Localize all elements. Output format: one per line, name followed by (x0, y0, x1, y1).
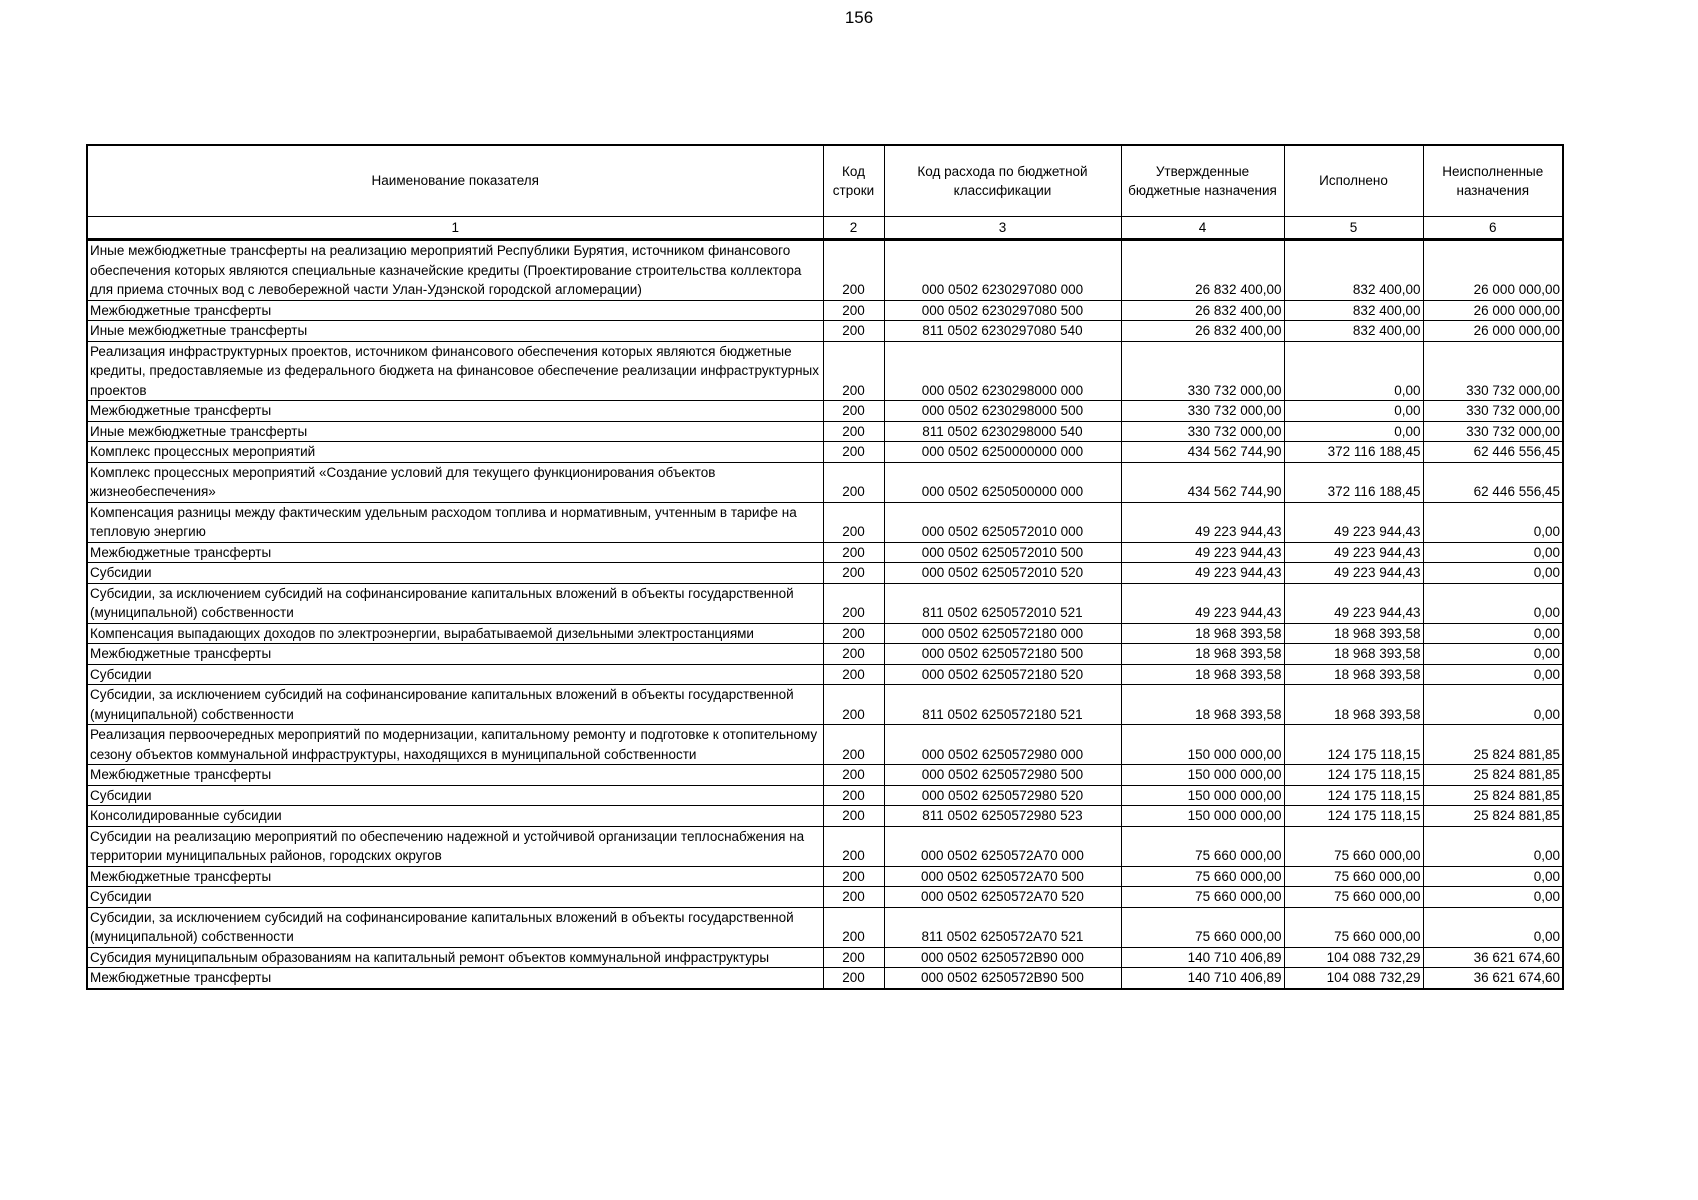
row-executed-cell: 75 660 000,00 (1284, 826, 1423, 866)
table-row (87, 685, 1563, 725)
row-approved-cell: 49 223 944,43 (1121, 542, 1284, 563)
row-classification-cell: 000 0502 6250572980 500 (884, 765, 1121, 786)
row-executed-cell: 49 223 944,43 (1284, 542, 1423, 563)
row-executed-cell: 104 088 732,29 (1284, 947, 1423, 968)
page-number: 156 (844, 8, 874, 27)
row-unexecuted-cell: 0,00 (1423, 685, 1563, 725)
row-line-code-cell: 200 (823, 664, 884, 685)
row-unexecuted-cell: 0,00 (1423, 907, 1563, 947)
header-unexecuted: Неисполненные назначения (1423, 145, 1563, 217)
row-approved-cell: 330 732 000,00 (1121, 341, 1284, 401)
row-unexecuted-cell: 0,00 (1423, 887, 1563, 908)
row-unexecuted-cell: 0,00 (1423, 826, 1563, 866)
row-classification-cell: 811 0502 6230298000 540 (884, 421, 1121, 442)
row-name-cell: Консолидированные субсидии (87, 806, 823, 827)
row-name-cell: Субсидии на реализацию мероприятий по обеспечению надежной и устойчивой организации теплоснабжения на территории муниципальных районов, городских округов (87, 826, 823, 866)
header-row (87, 145, 1563, 217)
row-classification-cell: 000 0502 6250572B90 500 (884, 968, 1121, 989)
column-number: 3 (884, 217, 1121, 240)
row-approved-cell: 75 660 000,00 (1121, 887, 1284, 908)
row-unexecuted-cell: 0,00 (1423, 664, 1563, 685)
row-executed-cell: 75 660 000,00 (1284, 866, 1423, 887)
row-line-code-cell: 200 (823, 725, 884, 765)
row-name-cell: Иные межбюджетные трансферты (87, 421, 823, 442)
row-unexecuted-cell: 36 621 674,60 (1423, 947, 1563, 968)
row-approved-cell: 49 223 944,43 (1121, 502, 1284, 542)
row-name-cell: Субсидии, за исключением субсидий на софинансирование капитальных вложений в объекты государственной (муниципальной) собственности (87, 907, 823, 947)
row-executed-cell: 49 223 944,43 (1284, 583, 1423, 623)
row-executed-cell: 832 400,00 (1284, 240, 1423, 301)
row-name-cell: Реализация инфраструктурных проектов, источником финансового обеспечения которых являются бюджетные кредиты, предоставляемые из федерального бюджета на финансовое обеспечение реализации инфраструктурных проектов (87, 341, 823, 401)
row-approved-cell: 330 732 000,00 (1121, 421, 1284, 442)
table-row (87, 442, 1563, 463)
row-name-cell: Межбюджетные трансферты (87, 765, 823, 786)
row-unexecuted-cell: 0,00 (1423, 542, 1563, 563)
row-name-cell: Межбюджетные трансферты (87, 866, 823, 887)
row-line-code-cell: 200 (823, 785, 884, 806)
table-row (87, 623, 1563, 644)
row-name-cell: Субсидии (87, 563, 823, 584)
row-line-code-cell: 200 (823, 341, 884, 401)
table-row (87, 341, 1563, 401)
row-line-code-cell: 200 (823, 826, 884, 866)
row-approved-cell: 49 223 944,43 (1121, 583, 1284, 623)
row-classification-cell: 811 0502 6250572980 523 (884, 806, 1121, 827)
row-name-cell: Межбюджетные трансферты (87, 401, 823, 422)
row-classification-cell: 000 0502 6250572180 520 (884, 664, 1121, 685)
table-row (87, 765, 1563, 786)
row-executed-cell: 49 223 944,43 (1284, 563, 1423, 584)
row-classification-cell: 000 0502 6250572A70 000 (884, 826, 1121, 866)
row-approved-cell: 49 223 944,43 (1121, 563, 1284, 584)
row-unexecuted-cell: 25 824 881,85 (1423, 785, 1563, 806)
row-classification-cell: 000 0502 6250572010 500 (884, 542, 1121, 563)
row-line-code-cell: 200 (823, 866, 884, 887)
column-number-row (87, 217, 1563, 240)
row-classification-cell: 000 0502 6230297080 000 (884, 240, 1121, 301)
table-row (87, 907, 1563, 947)
row-approved-cell: 75 660 000,00 (1121, 866, 1284, 887)
column-number: 5 (1284, 217, 1423, 240)
row-approved-cell: 18 968 393,58 (1121, 685, 1284, 725)
row-approved-cell: 75 660 000,00 (1121, 826, 1284, 866)
table-row (87, 401, 1563, 422)
row-executed-cell: 49 223 944,43 (1284, 502, 1423, 542)
row-classification-cell: 811 0502 6230297080 540 (884, 321, 1121, 342)
row-line-code-cell: 200 (823, 401, 884, 422)
row-executed-cell: 0,00 (1284, 341, 1423, 401)
table-row (87, 785, 1563, 806)
row-approved-cell: 18 968 393,58 (1121, 664, 1284, 685)
header-line-code: Код строки (823, 145, 884, 217)
row-name-cell: Межбюджетные трансферты (87, 300, 823, 321)
row-unexecuted-cell: 25 824 881,85 (1423, 725, 1563, 765)
row-line-code-cell: 200 (823, 968, 884, 989)
row-name-cell: Субсидии (87, 887, 823, 908)
row-approved-cell: 18 968 393,58 (1121, 623, 1284, 644)
row-classification-cell: 000 0502 6250000000 000 (884, 442, 1121, 463)
row-unexecuted-cell: 26 000 000,00 (1423, 300, 1563, 321)
row-name-cell: Субсидии (87, 664, 823, 685)
table-row (87, 826, 1563, 866)
row-classification-cell: 000 0502 6250572A70 500 (884, 866, 1121, 887)
table-body (87, 240, 1563, 989)
row-name-cell: Субсидии, за исключением субсидий на софинансирование капитальных вложений в объекты государственной (муниципальной) собственности (87, 685, 823, 725)
row-approved-cell: 75 660 000,00 (1121, 907, 1284, 947)
table-row (87, 421, 1563, 442)
row-executed-cell: 124 175 118,15 (1284, 806, 1423, 827)
row-classification-cell: 000 0502 6250572980 000 (884, 725, 1121, 765)
row-unexecuted-cell: 0,00 (1423, 502, 1563, 542)
row-unexecuted-cell: 26 000 000,00 (1423, 321, 1563, 342)
row-executed-cell: 18 968 393,58 (1284, 644, 1423, 665)
row-line-code-cell: 200 (823, 563, 884, 584)
table-row (87, 502, 1563, 542)
row-unexecuted-cell: 62 446 556,45 (1423, 442, 1563, 463)
row-classification-cell: 000 0502 6250572010 000 (884, 502, 1121, 542)
column-number: 4 (1121, 217, 1284, 240)
row-classification-cell: 000 0502 6250572180 500 (884, 644, 1121, 665)
row-line-code-cell: 200 (823, 421, 884, 442)
table-row (87, 725, 1563, 765)
row-executed-cell: 832 400,00 (1284, 321, 1423, 342)
row-unexecuted-cell: 62 446 556,45 (1423, 462, 1563, 502)
row-executed-cell: 124 175 118,15 (1284, 785, 1423, 806)
row-name-cell: Иные межбюджетные трансферты (87, 321, 823, 342)
table-row (87, 866, 1563, 887)
table-row (87, 968, 1563, 989)
row-line-code-cell: 200 (823, 806, 884, 827)
row-line-code-cell: 200 (823, 442, 884, 463)
row-classification-cell: 000 0502 6250572010 520 (884, 563, 1121, 584)
row-name-cell: Межбюджетные трансферты (87, 542, 823, 563)
row-approved-cell: 26 832 400,00 (1121, 240, 1284, 301)
table-row (87, 664, 1563, 685)
row-unexecuted-cell: 25 824 881,85 (1423, 806, 1563, 827)
row-classification-cell: 000 0502 6230298000 500 (884, 401, 1121, 422)
row-line-code-cell: 200 (823, 583, 884, 623)
row-executed-cell: 832 400,00 (1284, 300, 1423, 321)
table-row (87, 462, 1563, 502)
table-row (87, 947, 1563, 968)
row-approved-cell: 26 832 400,00 (1121, 321, 1284, 342)
row-line-code-cell: 200 (823, 907, 884, 947)
table-row (87, 321, 1563, 342)
header-approved: Утвержденные бюджетные назначения (1121, 145, 1284, 217)
table-row (87, 644, 1563, 665)
row-classification-cell: 000 0502 6250572180 000 (884, 623, 1121, 644)
header-classification: Код расхода по бюджетной классификации (884, 145, 1121, 217)
row-classification-cell: 000 0502 6250572980 520 (884, 785, 1121, 806)
table-row (87, 240, 1563, 301)
row-line-code-cell: 200 (823, 542, 884, 563)
row-name-cell: Субсидии (87, 785, 823, 806)
row-approved-cell: 140 710 406,89 (1121, 968, 1284, 989)
row-name-cell: Компенсация выпадающих доходов по электроэнергии, вырабатываемой дизельными электростанциями (87, 623, 823, 644)
row-classification-cell: 811 0502 6250572010 521 (884, 583, 1121, 623)
row-unexecuted-cell: 0,00 (1423, 866, 1563, 887)
row-executed-cell: 18 968 393,58 (1284, 664, 1423, 685)
row-executed-cell: 104 088 732,29 (1284, 968, 1423, 989)
row-approved-cell: 140 710 406,89 (1121, 947, 1284, 968)
row-unexecuted-cell: 330 732 000,00 (1423, 421, 1563, 442)
row-unexecuted-cell: 0,00 (1423, 583, 1563, 623)
row-unexecuted-cell: 330 732 000,00 (1423, 341, 1563, 401)
table-row (87, 806, 1563, 827)
row-name-cell: Субсидия муниципальным образованиям на капитальный ремонт объектов коммунальной инфраструктуры (87, 947, 823, 968)
column-number: 2 (823, 217, 884, 240)
row-executed-cell: 75 660 000,00 (1284, 907, 1423, 947)
row-line-code-cell: 200 (823, 765, 884, 786)
row-executed-cell: 124 175 118,15 (1284, 725, 1423, 765)
row-classification-cell: 000 0502 6250572A70 520 (884, 887, 1121, 908)
row-unexecuted-cell: 26 000 000,00 (1423, 240, 1563, 301)
row-line-code-cell: 200 (823, 623, 884, 644)
row-unexecuted-cell: 0,00 (1423, 563, 1563, 584)
row-approved-cell: 150 000 000,00 (1121, 725, 1284, 765)
row-line-code-cell: 200 (823, 685, 884, 725)
row-classification-cell: 000 0502 6230297080 500 (884, 300, 1121, 321)
row-unexecuted-cell: 25 824 881,85 (1423, 765, 1563, 786)
row-line-code-cell: 200 (823, 240, 884, 301)
row-unexecuted-cell: 0,00 (1423, 644, 1563, 665)
row-name-cell: Субсидии, за исключением субсидий на софинансирование капитальных вложений в объекты государственной (муниципальной) собственности (87, 583, 823, 623)
table-row (87, 542, 1563, 563)
row-executed-cell: 75 660 000,00 (1284, 887, 1423, 908)
row-executed-cell: 124 175 118,15 (1284, 765, 1423, 786)
row-executed-cell: 372 116 188,45 (1284, 442, 1423, 463)
row-line-code-cell: 200 (823, 644, 884, 665)
row-line-code-cell: 200 (823, 887, 884, 908)
row-unexecuted-cell: 0,00 (1423, 623, 1563, 644)
row-name-cell: Компенсация разницы между фактическим удельным расходом топлива и нормативным, учтенным в тарифе на тепловую энергию (87, 502, 823, 542)
row-executed-cell: 18 968 393,58 (1284, 685, 1423, 725)
column-number: 6 (1423, 217, 1563, 240)
row-classification-cell: 811 0502 6250572A70 521 (884, 907, 1121, 947)
row-approved-cell: 434 562 744,90 (1121, 462, 1284, 502)
row-name-cell: Реализация первоочередных мероприятий по модернизации, капитальному ремонту и подготовке к отопительному сезону объектов коммунальной инфраструктуры, находящихся в муниципальной собственности (87, 725, 823, 765)
row-executed-cell: 0,00 (1284, 421, 1423, 442)
row-name-cell: Иные межбюджетные трансферты на реализацию мероприятий Республики Бурятия, источником финансового обеспечения которых являются специальные казначейские кредиты (Проектирование строительства коллектора для приема сточных вод с левобережной части Улан-Удэнской городской агломерации) (87, 240, 823, 301)
table-row (87, 583, 1563, 623)
row-name-cell: Межбюджетные трансферты (87, 968, 823, 989)
budget-table (86, 144, 1564, 990)
column-number: 1 (87, 217, 823, 240)
row-name-cell: Комплекс процессных мероприятий «Создание условий для текущего функционирования объектов жизнеобеспечения» (87, 462, 823, 502)
row-approved-cell: 150 000 000,00 (1121, 765, 1284, 786)
row-line-code-cell: 200 (823, 462, 884, 502)
row-line-code-cell: 200 (823, 947, 884, 968)
row-executed-cell: 0,00 (1284, 401, 1423, 422)
row-line-code-cell: 200 (823, 321, 884, 342)
row-line-code-cell: 200 (823, 502, 884, 542)
row-classification-cell: 000 0502 6250572B90 000 (884, 947, 1121, 968)
row-approved-cell: 434 562 744,90 (1121, 442, 1284, 463)
row-classification-cell: 000 0502 6250500000 000 (884, 462, 1121, 502)
table-row (87, 887, 1563, 908)
row-line-code-cell: 200 (823, 300, 884, 321)
row-unexecuted-cell: 36 621 674,60 (1423, 968, 1563, 989)
row-executed-cell: 18 968 393,58 (1284, 623, 1423, 644)
table-row (87, 563, 1563, 584)
row-approved-cell: 150 000 000,00 (1121, 806, 1284, 827)
row-classification-cell: 000 0502 6230298000 000 (884, 341, 1121, 401)
table-row (87, 300, 1563, 321)
row-approved-cell: 18 968 393,58 (1121, 644, 1284, 665)
row-executed-cell: 372 116 188,45 (1284, 462, 1423, 502)
row-name-cell: Комплекс процессных мероприятий (87, 442, 823, 463)
header-name: Наименование показателя (87, 145, 823, 217)
header-executed: Исполнено (1284, 145, 1423, 217)
row-approved-cell: 330 732 000,00 (1121, 401, 1284, 422)
row-unexecuted-cell: 330 732 000,00 (1423, 401, 1563, 422)
row-approved-cell: 150 000 000,00 (1121, 785, 1284, 806)
row-classification-cell: 811 0502 6250572180 521 (884, 685, 1121, 725)
row-approved-cell: 26 832 400,00 (1121, 300, 1284, 321)
row-name-cell: Межбюджетные трансферты (87, 644, 823, 665)
